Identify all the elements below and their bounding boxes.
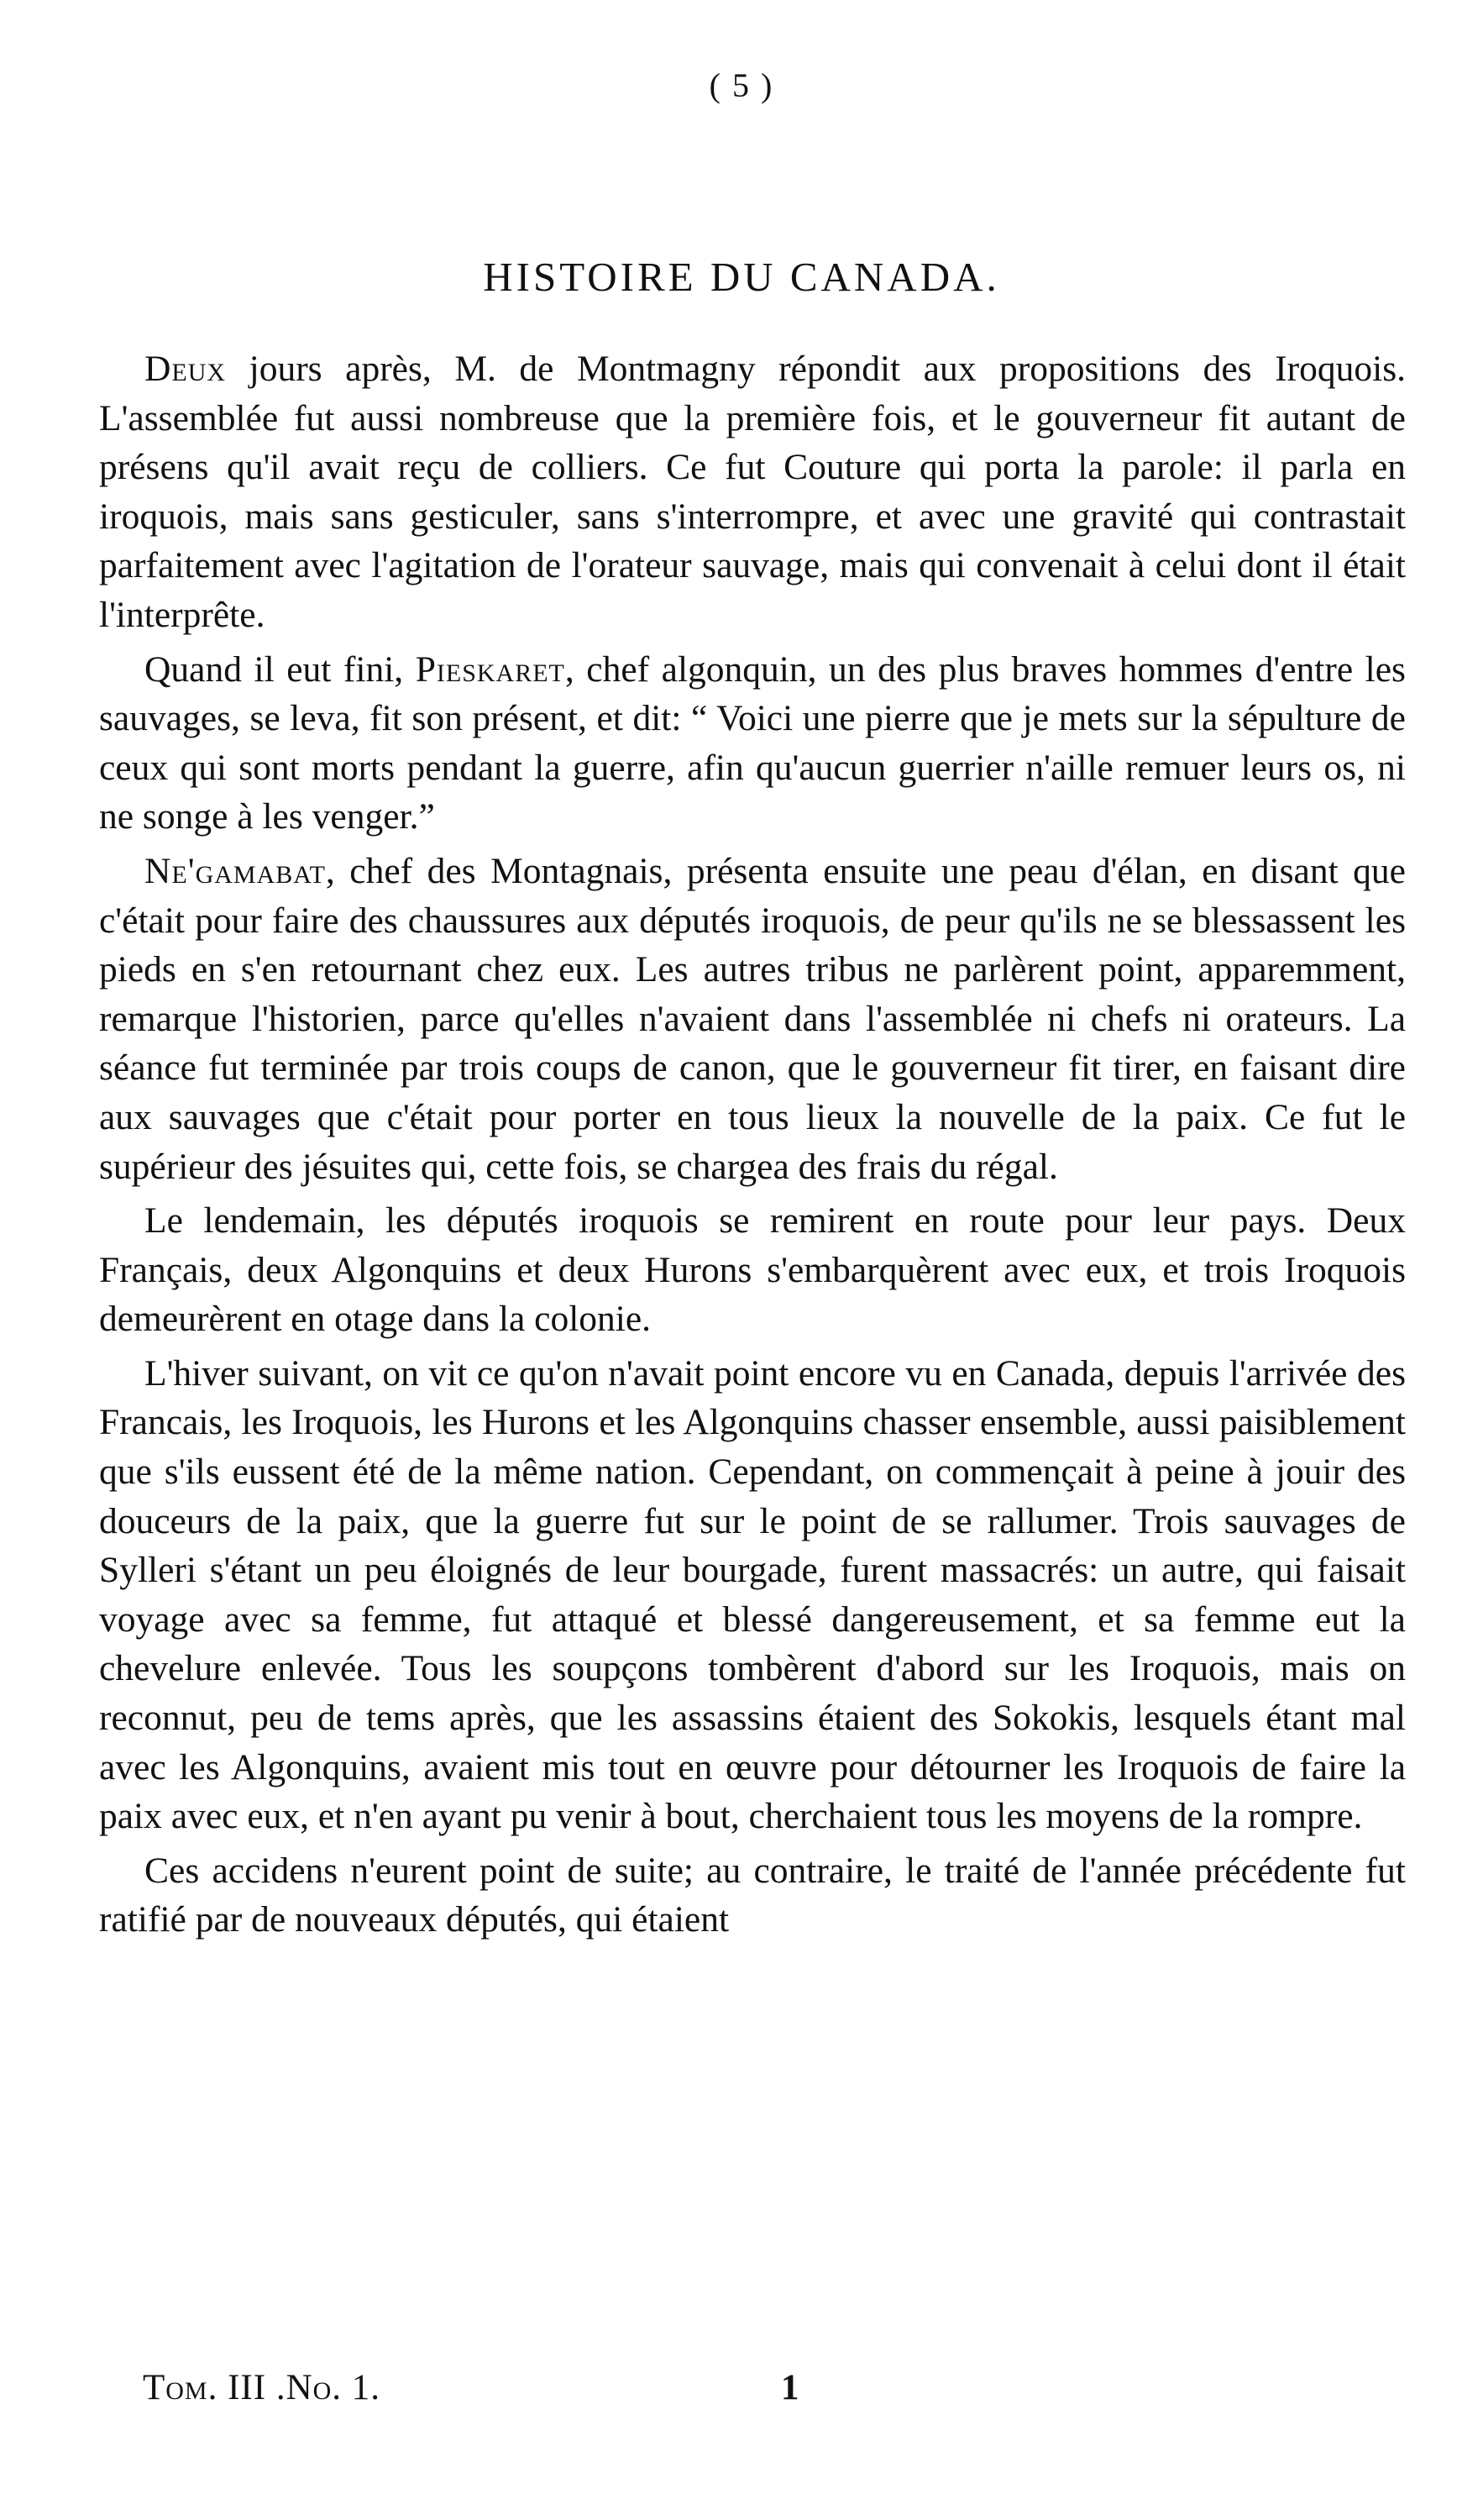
paragraph-6 (99, 1846, 1406, 1945)
paragraph-1 (99, 344, 1406, 640)
paragraph-3 (99, 847, 1406, 1191)
person-name: Ne'gamabat (144, 850, 326, 891)
paragraph-text: Ces accidens n'eurent point de suite; au contraire, le traité de l'année précédente fut ratifié par de nouveaux députés, qui étaient (99, 1850, 1406, 1940)
paragraph-2 (99, 645, 1406, 842)
paragraph-text-intro: Quand il eut fini, (144, 648, 416, 690)
paragraph-text: Le lendemain, les députés iroquois se remirent en route pour leur pays. Deux Français, deux Algonquins et deux Hurons s'embarquèrent avec eux, et trois Iroquois demeurèrent en otage dans la colonie. (99, 1200, 1406, 1340)
paragraph-text: , chef des Montagnais, présenta ensuite une peau d'élan, en disant que c'était pour faire des chaussures aux députés iroquois, de peur qu'ils ne se blessassent les pieds en s'en retournant chez eux. Les autres tribus ne parlèrent point, apparemment, remarque l'historien, parce qu'elles n'avaient dans l'assemblée ni chefs ni orateurs. La séance fut terminée par trois coups de canon, que le gouverneur fit tirer, en faisant dire aux sauvages que c'était pour porter en tous lieux la nouvelle de la paix. Ce fut le supérieur des jésuites qui, cette fois, se chargea des frais du régal. (99, 850, 1406, 1187)
paragraph-5 (99, 1349, 1406, 1841)
paragraph-4 (99, 1196, 1406, 1344)
volume-signature: Tom. III .No. 1. (143, 2368, 381, 2407)
page-number: ( 5 ) (709, 66, 774, 104)
sheet-number: 1 (781, 2368, 799, 2407)
page-title: HISTOIRE DU CANADA. (483, 253, 1000, 300)
paragraph-text: , chef algonquin, un des plus braves hommes d'entre les sauvages, se leva, fit son présent, et dit: “ Voici une pierre que je mets sur la sépulture de ceux qui sont morts pendant la guerre, afin qu'aucun guerrier n'aille remuer leurs os, ni ne songe à les venger.” (99, 648, 1406, 837)
paragraph-text: jours après, M. de Montmagny répondit aux propositions des Iroquois. L'assemblée fut aussi nombreuse que la première fois, et le gouverneur fit autant de présens qu'il avait reçu de colliers. Ce fut Couture qui porta la parole: il parla en iroquois, mais sans gesticuler, sans s'interrompre, et avec une gravité qui contrastait parfaitement avec l'agitation de l'orateur sauvage, mais qui convenait à celui dont il était l'interprête. (99, 349, 1406, 635)
paragraph-lead-word: Deux (144, 349, 227, 389)
body-text (99, 344, 1406, 1950)
paragraph-text: L'hiver suivant, on vit ce qu'on n'avait point encore vu en Canada, depuis l'arrivée des Francais, les Iroquois, les Hurons et les Algonquins chasser ensemble, aussi paisiblement que s'ils eussent été de la même nation. Cependant, on commençait à peine à jouir des douceurs de la paix, que la guerre fut sur le point de se rallumer. Trois sauvages de Sylleri s'étant un peu éloignés de leur bourgade, furent massacrés: un autre, qui faisait voyage avec sa femme, fut attaqué et blessé dangereusement, et sa femme eut la chevelure enlevée. Tous les soupçons tombèrent d'abord sur les Iroquois, mais on reconnut, peu de tems après, que les assassins étaient des Sokokis, lesquels étant mal avec les Algonquins, avaient mis tout en œuvre pour détourner les Iroquois de faire la paix avec eux, et n'en ayant pu venir à bout, cherchaient tous les moyens de la rompre. (99, 1352, 1406, 1837)
person-name: Pieskaret (415, 648, 565, 690)
